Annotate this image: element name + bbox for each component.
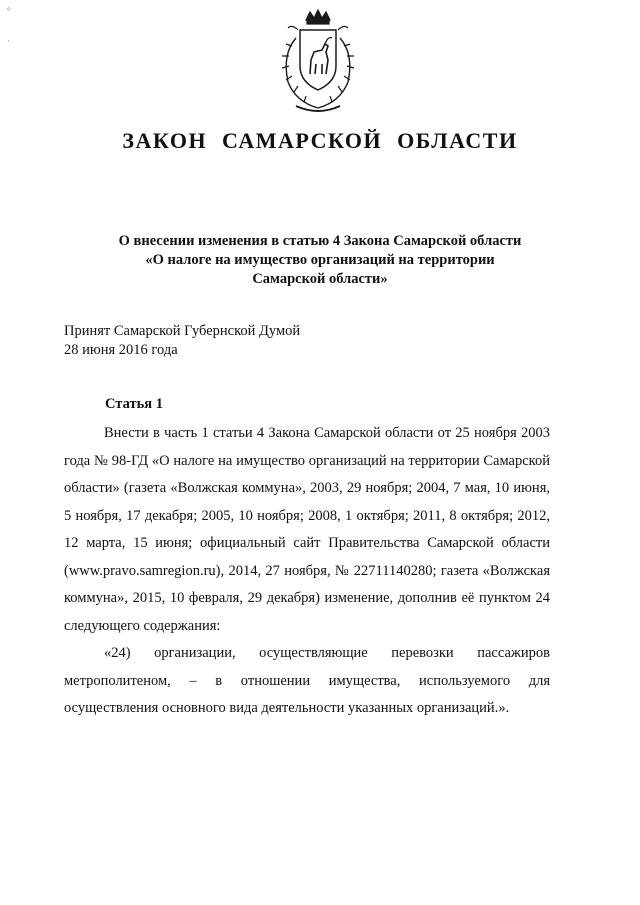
subject-line: О внесении изменения в статью 4 Закона Самарской области <box>118 233 522 249</box>
article-body <box>64 420 550 723</box>
adoption-info <box>64 322 300 360</box>
article-heading: Статья 1 <box>105 396 163 412</box>
subject-line: Самарской области» <box>252 271 388 287</box>
adoption-date: 28 июня 2016 года <box>64 342 178 358</box>
scan-mark: ° <box>7 6 11 16</box>
samara-coat-of-arms-icon <box>262 8 374 120</box>
scan-mark: · <box>7 36 10 46</box>
law-subject <box>90 232 550 289</box>
subject-line: «О налоге на имущество организаций на территории <box>145 252 495 268</box>
article-paragraph: «24) организации, осуществляющие перевозки пассажиров метрополитеном, – в отношении имущества, используемого для осуществления основного вида деятельности указанных организаций.». <box>64 645 550 716</box>
law-title: ЗАКОН САМАРСКОЙ ОБЛАСТИ <box>122 128 518 153</box>
article-paragraph: Внести в часть 1 статьи 4 Закона Самарской области от 25 ноября 2003 года № 98-ГД «О налоге на имущество организаций на территории Самарской области» (газета «Волжская коммуна», 2003, 29 ноября; 2004, 7 мая, 10 июня, 5 ноября, 17 декабря; 2005, 10 ноября; 2008, 1 октября; 2011, 8 октября; 2012, 12 марта, 15 июня; официальный сайт Правительства Самарской области (www.pravo.samregion.ru), 2014, 27 ноября, № 22711140280; газета «Волжская коммуна», 2015, 10 февраля, 29 декабря) изменение, дополнив её пунктом 24 следующего содержания: <box>64 425 550 634</box>
adopted-by: Принят Самарской Губернской Думой <box>64 323 301 339</box>
